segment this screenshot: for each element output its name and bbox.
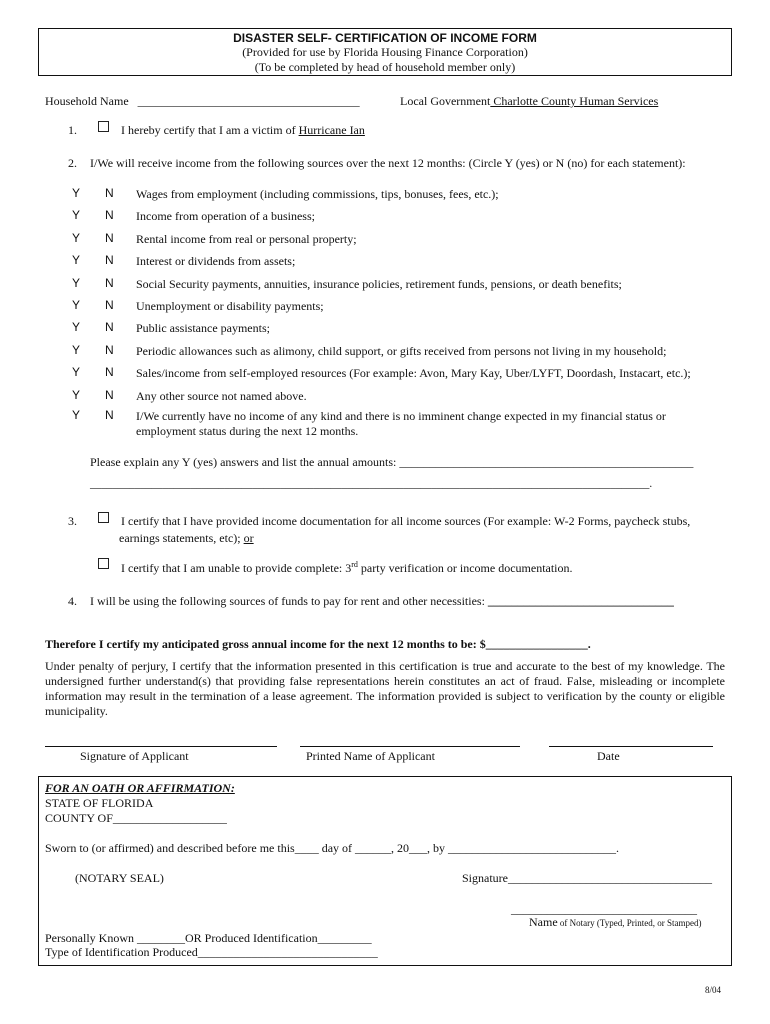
or-text: or bbox=[243, 531, 254, 545]
item-3-number: 3. bbox=[68, 514, 77, 528]
funds-sources-label: I will be using the following sources of funds to pay for rent and other necessities: bbox=[90, 594, 488, 608]
item-2-intro: I/We will receive income from the following sources over the next 12 months: (Circle Y (yes) or N (no) for each statement): bbox=[90, 156, 686, 170]
item-1-number: 1. bbox=[68, 123, 77, 137]
date-line[interactable] bbox=[549, 746, 713, 747]
income-source-no[interactable]: N bbox=[105, 231, 114, 245]
income-source-no[interactable]: N bbox=[105, 320, 114, 334]
income-source-yes[interactable]: Y bbox=[72, 208, 81, 222]
applicant-signature-line[interactable] bbox=[45, 746, 277, 747]
income-source-text: Periodic allowances such as alimony, child support, or gifts received from persons not living in my household; bbox=[136, 344, 667, 358]
form-title: DISASTER SELF- CERTIFICATION OF INCOME FORM bbox=[233, 31, 537, 45]
victim-statement: I hereby certify that I am a victim of bbox=[121, 123, 299, 137]
unable-to-provide-checkbox[interactable] bbox=[98, 558, 109, 569]
explain-label: Please explain any Y (yes) answers and list the annual amounts: bbox=[90, 455, 400, 469]
household-name-row bbox=[45, 94, 360, 109]
income-source-yes[interactable]: Y bbox=[72, 365, 81, 379]
ordinal-suffix: rd bbox=[351, 560, 358, 569]
printed-name-label: Printed Name of Applicant bbox=[306, 749, 435, 763]
applicant-signature-label: Signature of Applicant bbox=[80, 749, 189, 763]
no-income-line-2: employment status during the next 12 months. bbox=[136, 424, 359, 438]
explain-row bbox=[90, 455, 693, 470]
state-line: STATE OF FLORIDA bbox=[45, 796, 154, 810]
local-government-label: Local Government bbox=[400, 94, 491, 108]
item-4-row bbox=[90, 594, 674, 609]
identification-type-field[interactable]: Type of Identification Produced______________________________ bbox=[45, 945, 378, 959]
unable-to-provide-text bbox=[121, 560, 573, 576]
no-income-yes[interactable]: Y bbox=[72, 408, 81, 422]
notary-name-label: Name bbox=[529, 915, 558, 929]
income-source-text: Rental income from real or personal property; bbox=[136, 232, 357, 246]
income-source-yes[interactable]: Y bbox=[72, 320, 81, 334]
notary-seal-label: (NOTARY SEAL) bbox=[75, 871, 164, 885]
local-government-row bbox=[400, 94, 658, 109]
explain-field-2[interactable]: ____________________________________________________________________________________________________. bbox=[90, 478, 653, 490]
income-source-text: Unemployment or disability payments; bbox=[136, 299, 324, 313]
documentation-provided-text: earnings statements, etc); bbox=[119, 531, 244, 545]
income-source-yes[interactable]: Y bbox=[72, 276, 81, 290]
unable-to-provide-pre: I certify that I am unable to provide complete: 3 bbox=[121, 561, 352, 575]
printed-name-line[interactable] bbox=[300, 746, 520, 747]
income-source-yes[interactable]: Y bbox=[72, 186, 81, 200]
funds-sources-field[interactable]: _______________________________ bbox=[487, 594, 674, 608]
revision-date: 8/04 bbox=[705, 985, 722, 995]
income-source-no[interactable]: N bbox=[105, 365, 114, 379]
income-source-no[interactable]: N bbox=[105, 208, 114, 222]
unable-to-provide-post: party verification or income documentation. bbox=[357, 561, 573, 575]
county-field[interactable]: COUNTY OF___________________ bbox=[45, 811, 227, 825]
sworn-statement[interactable]: Sworn to (or affirmed) and described before me this____ day of ______, 20___, by ____________________________. bbox=[45, 841, 620, 855]
oath-heading: FOR AN OATH OR AFFIRMATION: bbox=[45, 781, 235, 795]
disaster-name: Hurricane Ian bbox=[298, 123, 365, 137]
item-2-number: 2. bbox=[68, 156, 77, 170]
notary-signature-field[interactable]: Signature__________________________________ bbox=[462, 871, 712, 885]
income-source-yes[interactable]: Y bbox=[72, 343, 81, 357]
income-source-text: Income from operation of a business; bbox=[136, 209, 315, 223]
income-source-yes[interactable]: Y bbox=[72, 231, 81, 245]
income-source-no[interactable]: N bbox=[105, 186, 114, 200]
form-subtitle-1: (Provided for use by Florida Housing Finance Corporation) bbox=[242, 45, 528, 59]
income-source-text: Social Security payments, annuities, insurance policies, retirement funds, pensions, or death benefits; bbox=[136, 277, 622, 291]
form-title-box bbox=[38, 28, 732, 76]
documentation-provided-checkbox[interactable] bbox=[98, 512, 109, 523]
form-subtitle-2: (To be completed by head of household member only) bbox=[254, 60, 516, 74]
income-source-yes[interactable]: Y bbox=[72, 298, 81, 312]
item-4-number: 4. bbox=[68, 594, 77, 608]
documentation-provided-line-2 bbox=[119, 531, 254, 546]
household-name-field[interactable]: _____________________________________ bbox=[137, 94, 360, 108]
income-source-text: Public assistance payments; bbox=[136, 321, 270, 335]
explain-field-1[interactable]: _________________________________________________ bbox=[399, 455, 694, 469]
income-source-no[interactable]: N bbox=[105, 343, 114, 357]
income-source-no[interactable]: N bbox=[105, 276, 114, 290]
no-income-no[interactable]: N bbox=[105, 408, 114, 422]
victim-checkbox[interactable] bbox=[98, 121, 109, 132]
income-source-yes[interactable]: Y bbox=[72, 388, 81, 402]
income-source-text: Wages from employment (including commissions, tips, bonuses, fees, etc.); bbox=[136, 187, 499, 201]
notary-name-detail: of Notary (Typed, Printed, or Stamped) bbox=[557, 918, 702, 928]
personally-known-field[interactable]: Personally Known ________OR Produced Identification_________ bbox=[45, 931, 372, 945]
income-source-no[interactable]: N bbox=[105, 388, 114, 402]
household-name-label: Household Name bbox=[45, 94, 129, 108]
notary-name-row bbox=[529, 915, 702, 930]
anticipated-income-statement: Therefore I certify my anticipated gross annual income for the next 12 months to be: $_________________. bbox=[45, 637, 591, 651]
no-income-line-1: I/We currently have no income of any kind and there is no imminent change expected in my financial status or bbox=[136, 409, 666, 423]
income-source-text: Sales/income from self-employed resources (For example: Avon, Mary Kay, Uber/LYFT, Doordash, Instacart, etc.); bbox=[136, 366, 691, 380]
income-source-yes[interactable]: Y bbox=[72, 253, 81, 267]
income-source-text: Interest or dividends from assets; bbox=[136, 254, 296, 268]
documentation-provided-line-1: I certify that I have provided income documentation for all income sources (For example: W-2 Forms, paycheck stubs, bbox=[121, 514, 691, 528]
income-source-text: Any other source not named above. bbox=[136, 389, 307, 403]
local-government-value: Charlotte County Human Services bbox=[490, 94, 659, 108]
income-source-no[interactable]: N bbox=[105, 253, 114, 267]
income-source-no[interactable]: N bbox=[105, 298, 114, 312]
perjury-statement: Under penalty of perjury, I certify that the information presented in this certification is true and accurate to the best of my knowledge. The undersigned further understand(s) that providing false representations herein constitutes an act of fraud. False, misleading or incomplete information may result in the termination of a lease agreement. The information provided is subject to verification by the county or eligible municipality. bbox=[45, 659, 725, 718]
item-1-text bbox=[121, 123, 365, 138]
notary-name-field[interactable]: _______________________________ bbox=[511, 902, 697, 916]
date-label: Date bbox=[597, 749, 620, 763]
